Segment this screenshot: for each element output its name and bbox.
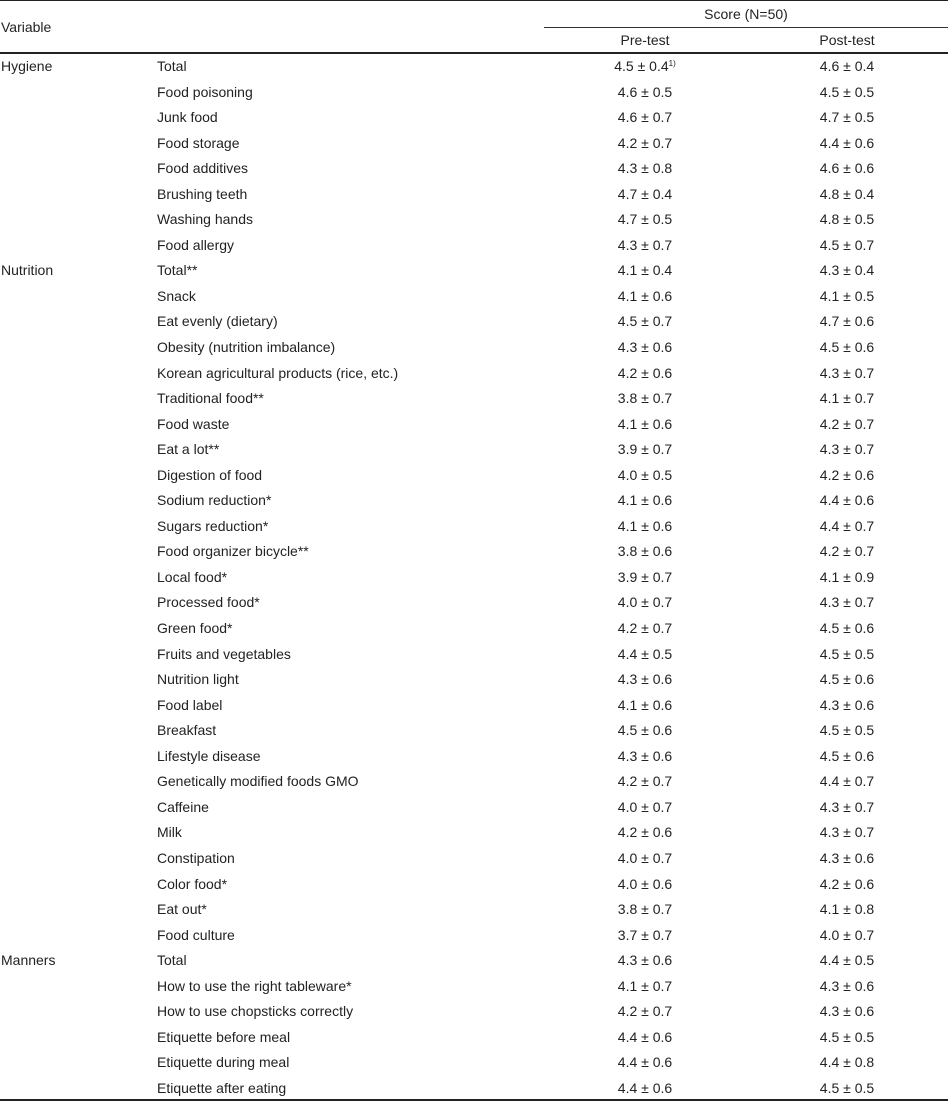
item-label: Sugars reduction* [157,517,269,534]
pretest-value-text: 4.4 ± 0.6 [617,1079,673,1096]
variable-column-header: Variable [1,19,52,35]
pretest-value [544,83,746,101]
item-label: Washing hands [157,211,253,228]
table-row [0,334,948,360]
item-label: Eat a lot** [157,441,220,458]
table-row [0,666,948,692]
pretest-value-text: 3.8 ± 0.7 [617,390,673,407]
item-label: Caffeine [157,798,209,815]
table-row [0,155,948,181]
pretest-value [544,517,746,535]
pretest-value-text: 4.7 ± 0.4 [617,185,673,202]
pretest-value-text: 4.4 ± 0.6 [617,1054,673,1071]
pretest-column-header: Pre-test [620,32,670,48]
posttest-value: 4.5 ± 0.7 [819,236,875,253]
pretest-value [544,364,746,382]
pretest-value [544,593,746,611]
item-label: Sodium reduction* [157,492,272,509]
pretest-value [544,185,746,203]
pretest-value [544,926,746,944]
table-row [0,513,948,539]
table-row [0,104,948,130]
pretest-value [544,57,746,75]
posttest-value: 4.3 ± 0.4 [819,262,875,279]
item-label: Nutrition light [157,671,239,688]
pretest-value-text: 3.9 ± 0.7 [617,441,673,458]
posttest-value: 4.2 ± 0.7 [819,415,875,432]
table-row [0,947,948,973]
item-label: Eat evenly (dietary) [157,313,278,330]
table-row [0,1024,948,1050]
item-label: Food culture [157,926,235,943]
table-row [0,717,948,743]
pretest-value [544,977,746,995]
pretest-value [544,108,746,126]
pretest-value [544,823,746,841]
table-row [0,564,948,590]
pretest-value-text: 4.2 ± 0.6 [617,824,673,841]
item-label: Breakfast [157,722,217,739]
pretest-value-text: 4.0 ± 0.6 [617,875,673,892]
posttest-value: 4.1 ± 0.8 [819,901,875,918]
posttest-value: 4.3 ± 0.6 [819,696,875,713]
posttest-value: 4.3 ± 0.7 [819,364,875,381]
posttest-value: 4.4 ± 0.7 [819,773,875,790]
pretest-value-text: 4.4 ± 0.5 [617,645,673,662]
pretest-value [544,210,746,228]
item-label: Constipation [157,849,235,866]
item-label: Food poisoning [157,83,253,100]
pretest-value-text: 4.3 ± 0.6 [617,339,673,356]
table-row [0,692,948,718]
posttest-value: 4.5 ± 0.5 [819,1028,875,1045]
pretest-value-text: 4.2 ± 0.7 [617,1003,673,1020]
posttest-value: 4.0 ± 0.7 [819,926,875,943]
item-label: Eat out* [157,901,207,918]
posttest-value: 4.5 ± 0.6 [819,339,875,356]
table-row [0,130,948,156]
table-row [0,181,948,207]
table-row [0,436,948,462]
posttest-value: 4.4 ± 0.6 [819,492,875,509]
group-label: Nutrition [1,262,54,279]
score-header-underline [544,27,948,28]
pretest-value [544,1079,746,1097]
pretest-value [544,1002,746,1020]
item-label: Food label [157,696,223,713]
posttest-value: 4.1 ± 0.7 [819,390,875,407]
posttest-value: 4.2 ± 0.6 [819,875,875,892]
pretest-value [544,389,746,407]
pretest-value-text: 4.1 ± 0.6 [617,492,673,509]
table-row [0,1075,948,1101]
item-label: Brushing teeth [157,185,248,202]
table-row [0,794,948,820]
pretest-value-text: 4.1 ± 0.6 [617,517,673,534]
pretest-value [544,466,746,484]
pretest-value [544,159,746,177]
pretest-value [544,542,746,560]
table-row [0,768,948,794]
posttest-value: 4.3 ± 0.7 [819,594,875,611]
table-row [0,308,948,334]
posttest-value: 4.8 ± 0.4 [819,185,875,202]
table-row [0,845,948,871]
posttest-value: 4.3 ± 0.7 [819,798,875,815]
item-label: Milk [157,824,182,841]
table-row [0,232,948,258]
posttest-value: 4.5 ± 0.5 [819,645,875,662]
table-row [0,641,948,667]
posttest-value: 4.5 ± 0.5 [819,722,875,739]
pretest-value [544,440,746,458]
item-label: Processed food* [157,594,260,611]
pretest-value-text: 4.0 ± 0.7 [617,798,673,815]
table-row [0,411,948,437]
posttest-value: 4.3 ± 0.7 [819,441,875,458]
posttest-value: 4.7 ± 0.5 [819,109,875,126]
pretest-value [544,491,746,509]
table-row [0,53,948,79]
table-row [0,615,948,641]
posttest-value: 4.5 ± 0.5 [819,1079,875,1096]
pretest-value [544,798,746,816]
table-row [0,538,948,564]
pretest-value-text: 4.3 ± 0.8 [617,160,673,177]
posttest-value: 4.4 ± 0.5 [819,952,875,969]
table-row [0,896,948,922]
pretest-value [544,670,746,688]
pretest-value-text: 4.2 ± 0.7 [617,620,673,637]
pretest-value [544,287,746,305]
group-label: Hygiene [1,58,53,74]
pretest-value [544,849,746,867]
item-label: Genetically modified foods GMO [157,773,359,790]
table-row [0,998,948,1024]
posttest-value: 4.5 ± 0.6 [819,620,875,637]
posttest-value: 4.1 ± 0.9 [819,568,875,585]
pretest-value-text: 4.5 ± 0.6 [617,722,673,739]
pretest-value-text: 4.0 ± 0.7 [617,849,673,866]
table-top-rule [0,0,948,1]
pretest-value [544,236,746,254]
posttest-value: 4.4 ± 0.7 [819,517,875,534]
pretest-value [544,1053,746,1071]
table-bottom-rule [0,1099,948,1101]
posttest-value: 4.4 ± 0.6 [819,134,875,151]
table-row [0,462,948,488]
item-label: Traditional food** [157,390,264,407]
posttest-column-header: Post-test [819,32,875,48]
pretest-value [544,747,746,765]
posttest-value: 4.4 ± 0.8 [819,1054,875,1071]
pretest-value-text: 3.7 ± 0.7 [617,926,673,943]
item-label: Total** [157,262,198,279]
pretest-value [544,721,746,739]
item-label: Local food* [157,568,228,585]
posttest-value: 4.7 ± 0.6 [819,313,875,330]
pretest-value-text: 4.6 ± 0.7 [617,109,673,126]
item-label: Total [157,58,187,74]
posttest-value: 4.5 ± 0.6 [819,671,875,688]
posttest-value: 4.3 ± 0.6 [819,1003,875,1020]
pretest-value-text: 4.2 ± 0.6 [617,364,673,381]
item-label: Food storage [157,134,240,151]
pretest-value [544,772,746,790]
group-label: Manners [1,952,56,969]
item-label: Snack [157,287,196,304]
posttest-value: 4.2 ± 0.7 [819,543,875,560]
posttest-value: 4.8 ± 0.5 [819,211,875,228]
item-label: How to use the right tableware* [157,977,352,994]
posttest-value: 4.3 ± 0.6 [819,849,875,866]
pretest-value-text: 4.1 ± 0.6 [617,287,673,304]
table-row [0,487,948,513]
pretest-value-text: 4.0 ± 0.5 [617,466,673,483]
item-label: Etiquette after eating [157,1079,287,1096]
pretest-value-text: 4.3 ± 0.6 [617,952,673,969]
pretest-value [544,338,746,356]
pretest-value-text: 4.1 ± 0.4 [617,262,673,279]
pretest-value [544,415,746,433]
pretest-value-text: 4.2 ± 0.7 [617,773,673,790]
pretest-value-text: 4.2 ± 0.7 [617,134,673,151]
pretest-value-text: 4.7 ± 0.5 [617,211,673,228]
posttest-value: 4.6 ± 0.4 [819,58,875,74]
pretest-value [544,645,746,663]
item-label: Total [157,952,187,969]
pretest-value-text: 3.9 ± 0.7 [617,568,673,585]
item-label: Etiquette during meal [157,1054,290,1071]
item-label: Fruits and vegetables [157,645,291,662]
table-row [0,1049,948,1075]
posttest-value: 4.2 ± 0.6 [819,466,875,483]
pretest-value [544,900,746,918]
table-row [0,206,948,232]
table-row [0,257,948,283]
table-row [0,819,948,845]
pretest-value [544,134,746,152]
pretest-value-text: 4.3 ± 0.6 [617,671,673,688]
pretest-value-text: 4.1 ± 0.6 [617,696,673,713]
item-label: Lifestyle disease [157,747,261,764]
pretest-value-text: 4.1 ± 0.6 [617,415,673,432]
posttest-value: 4.6 ± 0.6 [819,160,875,177]
posttest-value: 4.5 ± 0.6 [819,747,875,764]
item-label: Food allergy [157,236,235,253]
pretest-value-text: 4.6 ± 0.5 [617,83,673,100]
posttest-value: 4.5 ± 0.5 [819,83,875,100]
table-row [0,973,948,999]
item-label: Etiquette before meal [157,1028,291,1045]
item-label: Color food* [157,875,228,892]
score-column-header: Score (N=50) [704,6,788,22]
posttest-value: 4.3 ± 0.6 [819,977,875,994]
footnote-marker: 1) [668,59,676,68]
pretest-value [544,619,746,637]
pretest-value-text: 4.3 ± 0.6 [617,747,673,764]
pretest-value [544,1028,746,1046]
table-row [0,922,948,948]
table-row [0,79,948,105]
pretest-value [544,875,746,893]
item-label: Food organizer bicycle** [157,543,309,560]
pretest-value-text: 4.3 ± 0.7 [617,236,673,253]
table-body [0,53,948,1100]
pretest-value [544,312,746,330]
pretest-value [544,568,746,586]
item-label: Korean agricultural products (rice, etc.) [157,364,399,381]
pretest-value [544,261,746,279]
table-row [0,283,948,309]
posttest-value: 4.3 ± 0.7 [819,824,875,841]
table-row [0,385,948,411]
pretest-value-text: 3.8 ± 0.6 [617,543,673,560]
item-label: Food waste [157,415,230,432]
pretest-value-text: 4.5 ± 0.4 [614,58,669,74]
table-row [0,360,948,386]
pretest-value-text: 4.1 ± 0.7 [617,977,673,994]
pretest-value-text: 4.4 ± 0.6 [617,1028,673,1045]
item-label: Junk food [157,109,218,126]
table-row [0,589,948,615]
table-row [0,871,948,897]
posttest-value: 4.1 ± 0.5 [819,287,875,304]
pretest-value-text: 4.5 ± 0.7 [617,313,673,330]
table-row [0,743,948,769]
pretest-value-text: 3.8 ± 0.7 [617,901,673,918]
pretest-value [544,696,746,714]
item-label: Food additives [157,160,249,177]
pretest-value-text: 4.0 ± 0.7 [617,594,673,611]
item-label: How to use chopsticks correctly [157,1003,354,1020]
item-label: Digestion of food [157,466,263,483]
item-label: Obesity (nutrition imbalance) [157,339,336,356]
pretest-value [544,951,746,969]
item-label: Green food* [157,620,233,637]
